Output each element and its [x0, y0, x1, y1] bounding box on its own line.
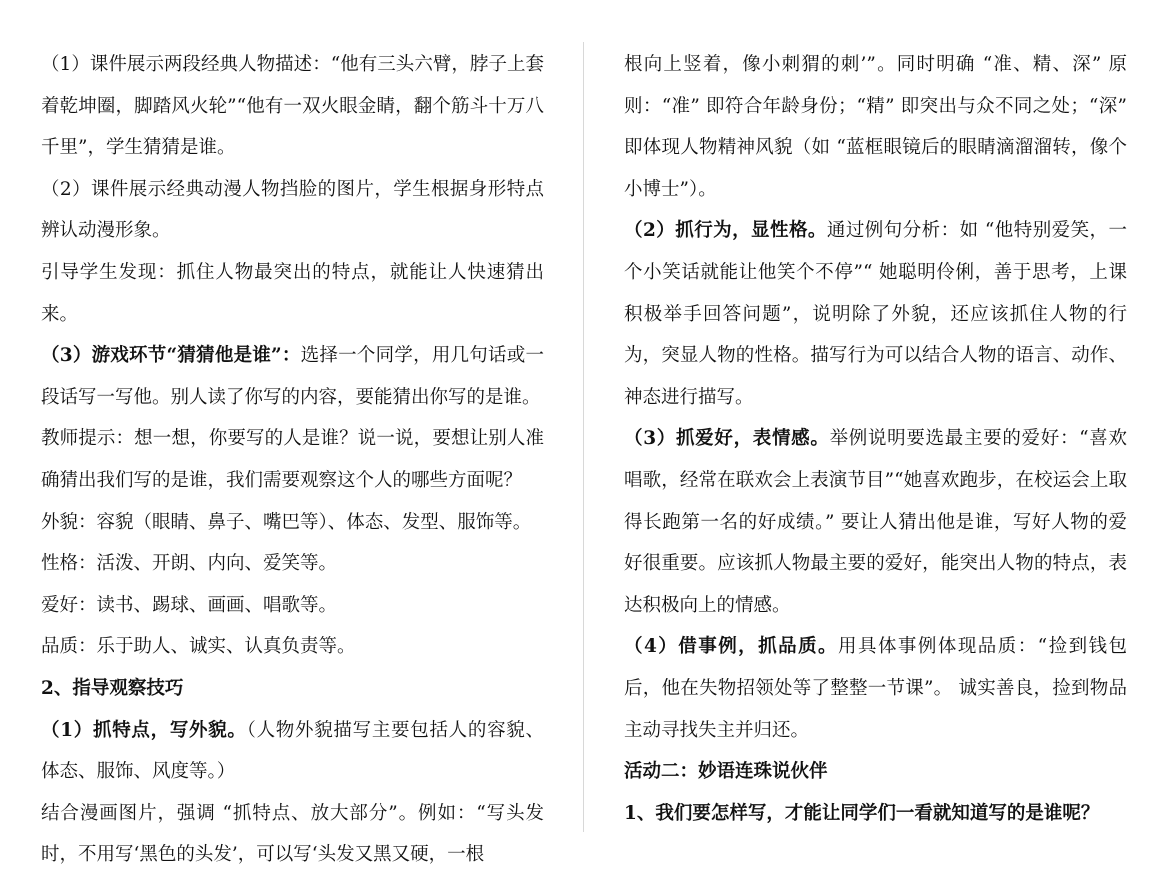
paragraph	[41, 710, 544, 793]
section-heading: 1、我们要怎样写，才能让同学们一看就知道写的是谁呢？	[624, 802, 1100, 824]
paragraph-lead: （1）抓特点，写外貌。	[41, 719, 247, 741]
column-divider	[583, 42, 584, 832]
paragraph	[41, 335, 544, 418]
left-column	[41, 44, 544, 876]
paragraph: 品质：乐于助人、诚实、认真负责等。	[41, 636, 356, 658]
section-heading: 活动二：妙语连珠说伙伴	[624, 761, 828, 783]
paragraph: 爱好：读书、踢球、画画、唱歌等。	[41, 594, 338, 616]
paragraph	[624, 418, 1127, 626]
paragraph-text: 举例说明要选最主要的爱好：“喜欢唱歌，经常在联欢会上表演节目”“她喜欢跑步，在校运会上取得长跑第一名的好成绩。” 要让人猜出他是谁，写好人物的爱好很重要。应该抓人物最主要的爱好，能突出人物的特点，表达积极向上的情感。	[624, 428, 1127, 616]
paragraph-lead: （3）抓爱好，表情感。	[624, 428, 830, 450]
paragraph: （1）课件展示两段经典人物描述：“他有三头六臂，脖子上套着乾坤圈，脚踏风火轮”“他有一双火眼金睛，翻个筋斗十万八千里”，学生猜猜是谁。	[41, 54, 544, 159]
paragraph	[624, 626, 1127, 751]
paragraph-text: 选择一个同学，用几句话或一段话写一写他。别人读了你写的内容，要能猜出你写的是谁。	[41, 345, 544, 408]
paragraph-text: 用具体事例体现品质：“捡到钱包后，他在失物招领处等了整整一节课”。 诚实善良，捡到物品主动寻找失主并归还。	[624, 636, 1128, 741]
paragraph-lead: （3）游戏环节“猜猜他是谁”：	[41, 345, 301, 367]
paragraph-text: 通过例句分析：如 “他特别爱笑，一个小笑话就能让他笑个不停”“ 她聪明伶俐，善于思考，上课积极举手回答问题”，说明除了外貌，还应该抓住人物的行为，突显人物的性格。描写行为可以结合人物的语言、动作、神态进行描写。	[624, 220, 1128, 408]
paragraph: （2）课件展示经典动漫人物挡脸的图片，学生根据身形特点辨认动漫形象。	[41, 178, 544, 242]
paragraph-text: （人物外貌描写主要包括人的容貌、体态、服饰、风度等。）	[41, 719, 544, 783]
paragraph: 性格：活泼、开朗、内向、爱笑等。	[41, 553, 338, 575]
paragraph-lead: （2）抓行为，显性格。	[624, 220, 827, 242]
right-column	[624, 44, 1127, 834]
section-heading: 2、指导观察技巧	[41, 677, 184, 699]
paragraph: 结合漫画图片，强调 “抓特点、放大部分”。例如：“写头发时，不用写‘黑色的头发’，可以写‘头发又黑又硬，一根	[41, 802, 544, 866]
paragraph: 根向上竖着，像小刺猬的刺’”。同时明确 “准、精、深” 原则：“准” 即符合年龄身份；“精” 即突出与众不同之处；“深” 即体现人物精神风貌（如 “蓝框眼镜后的眼睛滴溜溜转，像个小博士”）。	[624, 54, 1127, 200]
paragraph	[624, 210, 1127, 418]
paragraph: 引导学生发现：抓住人物最突出的特点，就能让人快速猜出来。	[41, 261, 544, 325]
paragraph: 教师提示：想一想，你要写的人是谁？说一说，要想让别人准确猜出我们写的是谁，我们需要观察这个人的哪些方面呢？	[41, 428, 544, 491]
paragraph: 外貌：容貌（眼睛、鼻子、嘴巴等）、体态、发型、服饰等。	[41, 511, 532, 533]
paragraph-lead: （4）借事例，抓品质。	[624, 636, 839, 658]
